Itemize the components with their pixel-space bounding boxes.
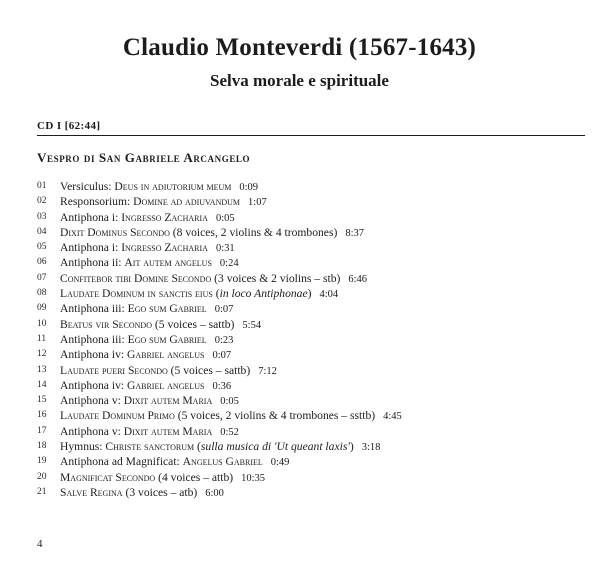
track-text-segment: Gabriel angelus [126, 348, 205, 362]
track-text-segment: Antiphona ii: [60, 256, 125, 270]
track-duration: 0:52 [220, 426, 239, 438]
track-duration: 7:12 [258, 365, 277, 377]
track-description [60, 347, 231, 363]
track-text-segment: Antiphona i: [60, 241, 122, 255]
track-number: 02 [37, 196, 47, 207]
track-text-segment: Laudate pueri Secondo [60, 363, 168, 377]
track-text-segment: Domine ad adiuvandum [133, 195, 241, 209]
track-row [37, 393, 597, 408]
track-row [37, 194, 597, 209]
track-duration: 5:54 [242, 319, 262, 331]
divider-rule [37, 135, 585, 136]
track-text-segment: (4 voices – attb) [155, 470, 234, 484]
track-number: 21 [37, 486, 47, 497]
track-duration: 0:07 [212, 350, 232, 362]
track-row [37, 470, 597, 485]
track-text-segment: Antiphona iv: [60, 378, 127, 392]
track-duration: 0:49 [270, 457, 290, 469]
track-duration: 3:18 [361, 442, 381, 454]
track-description [60, 210, 235, 226]
track-text-segment: Dixit Dominus Secondo [60, 225, 170, 239]
track-row [37, 485, 597, 500]
track-text-segment: Confitebor tibi Domine Secondo [60, 271, 212, 285]
track-text-segment: Beatus vir Secondo [60, 317, 152, 331]
track-number: 19 [37, 456, 47, 467]
page-title: Claudio Monteverdi (1567-1643) [122, 34, 477, 61]
track-number: 06 [37, 257, 47, 268]
track-text-segment: Ingresso Zacharia [121, 241, 208, 255]
track-description [60, 271, 367, 287]
track-row [37, 286, 597, 301]
track-number: 09 [37, 303, 47, 314]
track-number: 11 [37, 333, 47, 344]
track-text-segment: Christe sanctorum [105, 440, 195, 454]
track-text-segment: ( [212, 287, 220, 301]
track-duration: 0:05 [220, 396, 239, 408]
track-row [37, 255, 597, 270]
track-description [60, 470, 265, 486]
track-text-segment: Ait autem angelus [124, 256, 212, 270]
track-description [60, 378, 231, 394]
track-number: 15 [37, 395, 47, 406]
track-number: 20 [37, 471, 47, 482]
track-text-segment: Dixit autem Maria [123, 394, 213, 408]
track-number: 14 [37, 379, 47, 390]
track-row [37, 347, 597, 362]
page-subtitle: Selva morale e spirituale [210, 71, 389, 90]
track-duration: 0:09 [239, 182, 259, 193]
track-row [37, 454, 597, 469]
section-title: Vespro di San Gabriele Arcangelo [37, 150, 251, 165]
track-number: 12 [37, 349, 47, 360]
track-text-segment: (3 voices – atb) [122, 485, 198, 499]
track-description [60, 240, 235, 256]
track-number: 17 [37, 425, 47, 436]
track-text-segment: Antiphona v: [60, 394, 124, 408]
track-text-segment: Dixit autem Maria [123, 424, 213, 438]
track-description [60, 317, 261, 333]
track-text-segment: Ingresso Zacharia [121, 210, 208, 224]
track-number: 05 [37, 242, 47, 253]
track-text-segment: in loco Antiphonae [219, 287, 308, 301]
track-row [37, 378, 597, 393]
track-row [37, 332, 597, 347]
track-duration: 0:05 [215, 212, 235, 224]
track-duration: 0:23 [214, 334, 234, 346]
track-text-segment: Antiphona i: [60, 210, 122, 224]
track-text-segment: (5 voices – sattb) [167, 363, 251, 377]
track-text-segment: (3 voices & 2 violins – stb) [211, 271, 341, 285]
page-number: 4 [37, 538, 43, 550]
track-number: 03 [37, 211, 47, 222]
track-number: 04 [37, 226, 47, 237]
track-row [37, 424, 597, 439]
track-row [37, 179, 597, 194]
track-text-segment: Laudate Dominum in sanctis eius [60, 287, 213, 301]
track-text-segment: Salve Regina [60, 485, 123, 499]
track-number: 10 [37, 318, 47, 329]
track-text-segment: Antiphona iii: [60, 302, 128, 316]
track-text-segment: Deus in adiutorium meum [114, 180, 232, 193]
track-description [60, 393, 239, 409]
track-number: 13 [37, 364, 47, 375]
track-text-segment: sulla musica di 'Ut queant laxis' [200, 440, 350, 454]
track-duration: 4:04 [319, 289, 339, 301]
track-text-segment: Antiphona iv: [60, 348, 127, 362]
track-text-segment: Antiphona v: [60, 424, 124, 438]
track-row [37, 210, 597, 225]
track-text-segment: Versiculus: [60, 180, 115, 193]
track-text-segment: Antiphona ad Magnificat: [60, 455, 183, 469]
track-description [60, 408, 402, 424]
track-text-segment: Responsorium: [60, 195, 134, 209]
track-number: 08 [37, 288, 47, 299]
track-duration: 1:07 [248, 197, 267, 209]
track-description [60, 332, 233, 348]
track-description [60, 363, 277, 379]
track-description [60, 194, 267, 210]
track-row [37, 439, 597, 454]
track-duration: 0:24 [219, 258, 239, 270]
track-duration: 0:36 [212, 380, 232, 392]
track-text-segment: ( [194, 440, 201, 454]
track-row [37, 363, 597, 378]
track-duration: 0:31 [215, 243, 235, 255]
track-duration: 8:37 [345, 227, 364, 239]
track-description [60, 255, 239, 271]
track-description [60, 225, 364, 241]
track-number: 07 [37, 272, 47, 283]
track-text-segment: ) [307, 287, 312, 301]
track-text-segment: (5 voices – sattb) [151, 317, 235, 331]
track-row [37, 271, 597, 286]
track-duration: 6:00 [205, 487, 224, 499]
track-duration: 0:07 [214, 304, 234, 316]
track-description [60, 454, 289, 470]
track-row [37, 301, 597, 316]
track-description [60, 301, 233, 317]
track-text-segment: Antiphona iii: [60, 332, 128, 346]
track-row [37, 408, 597, 423]
track-duration: 10:35 [241, 472, 266, 484]
track-text-segment: Angelus Gabriel [182, 455, 263, 469]
track-description [60, 179, 258, 195]
track-text-segment: Gabriel angelus [126, 378, 205, 392]
track-duration: 6:46 [348, 273, 368, 285]
track-description [60, 439, 380, 455]
track-text-segment: (8 voices, 2 violins & 4 trombones) [169, 225, 338, 239]
cd-label: CD I [62:44] [37, 120, 101, 132]
track-text-segment: Ego sum Gabriel [127, 332, 207, 346]
track-text-segment: (5 voices, 2 violins & 4 trombones – ssttb) [174, 409, 376, 423]
track-description [60, 424, 239, 440]
track-duration: 4:45 [383, 411, 402, 423]
track-text-segment: Ego sum Gabriel [127, 302, 207, 316]
track-number: 18 [37, 441, 47, 452]
track-text-segment: Hymnus: [60, 440, 106, 454]
track-number: 01 [37, 181, 47, 191]
track-number: 16 [37, 410, 47, 421]
track-description [60, 286, 338, 302]
track-text-segment: Magnificat Secondo [60, 470, 156, 484]
track-row [37, 317, 597, 332]
track-row [37, 225, 597, 240]
track-text-segment: Laudate Dominum Primo [60, 409, 175, 423]
track-row [37, 240, 597, 255]
track-description [60, 485, 224, 501]
track-text-segment: ) [349, 440, 354, 454]
track-list [37, 179, 597, 500]
